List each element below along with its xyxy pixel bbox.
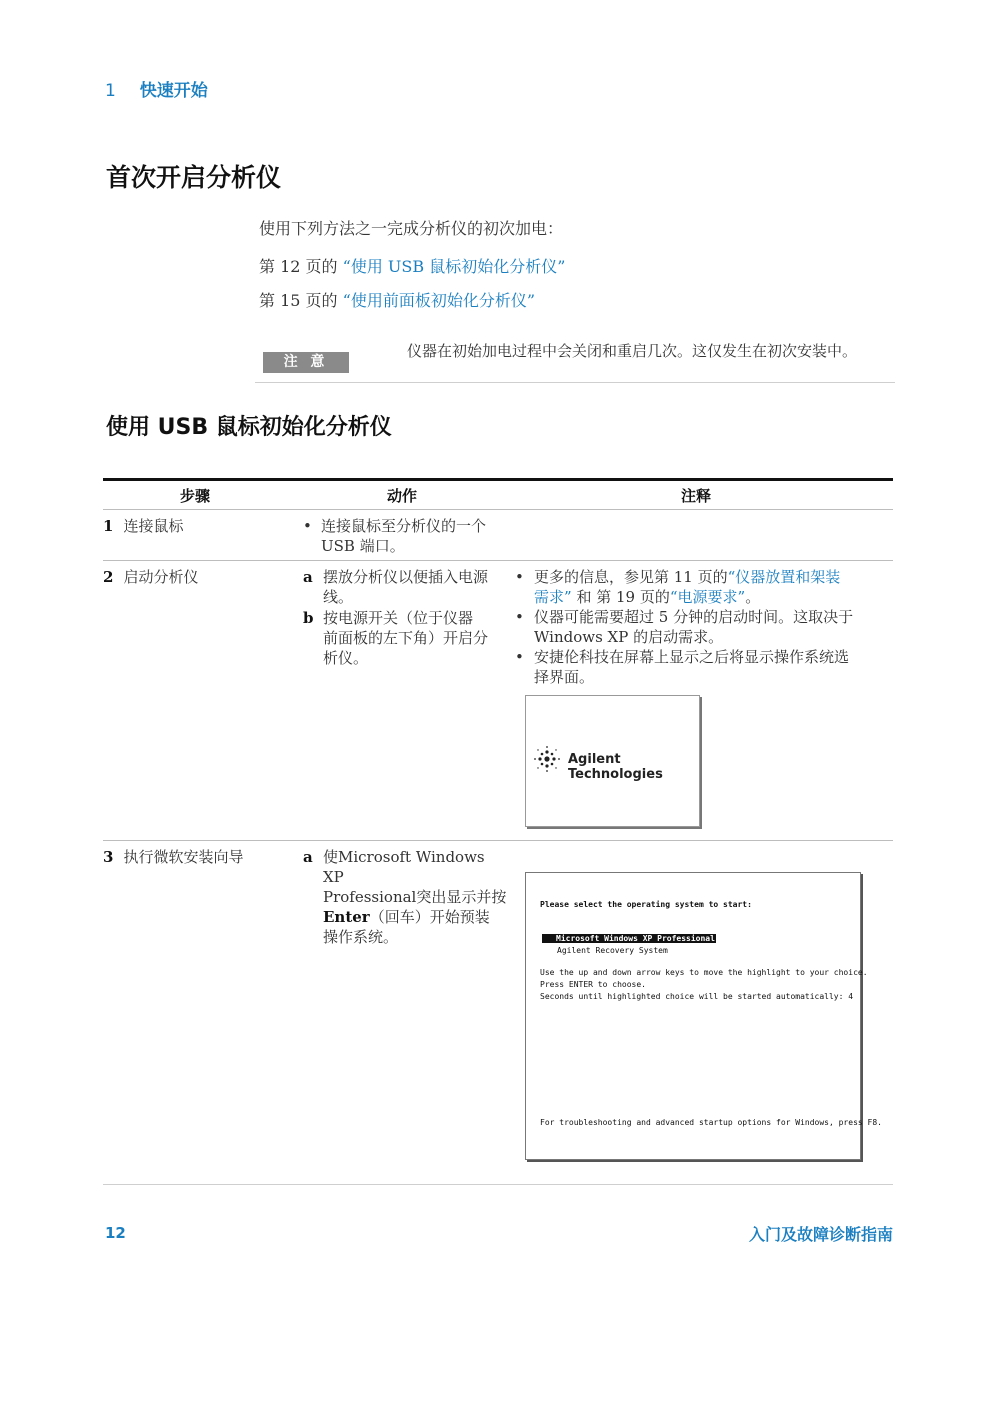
table-row-2-action-a: a 摆放分析仪以便插入电源 线。 — [303, 568, 489, 606]
link2-prefix: 第 15 页的 — [259, 291, 338, 310]
table-row-3-action-a: a 使Microsoft Windows XP Professional突出显示并按 Enter（回车）开始预装 操作系统。 — [303, 848, 507, 946]
boot-option-recovery[interactable]: Agilent Recovery System — [557, 946, 668, 955]
agilent-logo-text: Agilent Technologies — [568, 752, 663, 782]
agilent-splash-screenshot — [525, 695, 700, 827]
note-divider — [255, 382, 895, 383]
chapter-header — [105, 76, 208, 101]
boot-footer: For troubleshooting and advanced startup options for Windows, press F8. — [540, 1118, 882, 1127]
link-front-panel-init[interactable]: “使用前面板初始化分析仪” — [342, 291, 536, 310]
note-text: 仪器在初始加电过程中会关闭和重启几次。这仅发生在初次安装中。 — [407, 342, 858, 360]
table-top-rule — [103, 478, 893, 481]
table-row-2-action-b: b 按电源开关（位于仪器 前面板的左下角）开启分 析仪。 — [303, 609, 489, 667]
agilent-spark-icon — [532, 744, 562, 774]
note-label: 注 意 — [263, 352, 349, 373]
page-number: 12 — [105, 1224, 126, 1242]
link-instrument-placement[interactable]: “仪器放置和架装 — [727, 568, 841, 586]
footer-title: 入门及故障诊断指南 — [748, 1225, 893, 1244]
chapter-title: 快速开始 — [139, 81, 208, 101]
boot-help-3: Seconds until highlighted choice will be started automatically: 4 — [540, 992, 854, 1001]
table-header-rule — [103, 509, 893, 510]
boot-option-windows-xp[interactable]: Microsoft Windows XP Professional — [542, 934, 716, 943]
step-label: 连接鼠标 — [123, 517, 184, 535]
table-header-step: 步骤 — [180, 487, 211, 505]
table-header-notes: 注释 — [681, 487, 712, 505]
os-selection-screenshot — [525, 872, 882, 1160]
table-row-2-notes: • 更多的信息，参见第 11 页的“仪器放置和架装 需求” 和 第 19 页的“电源要求”。 • 仪器可能需要超过 5 分钟的启动时间。这取决于 Windows XP 的启动需求。 • 安捷伦科技在屏幕上显示之后将显示操作系统选 择界面。 — [515, 568, 854, 686]
intro-link-2-line — [259, 288, 535, 311]
table-row-divider — [103, 560, 893, 561]
boot-prompt: Please select the operating system to start: — [540, 900, 752, 909]
intro-text: 使用下列方法之一完成分析仪的初次加电： — [259, 219, 564, 238]
boot-help-2: Press ENTER to choose. — [540, 980, 646, 989]
link-usb-mouse-init[interactable]: “使用 USB 鼠标初始化分析仪” — [342, 257, 566, 276]
table-row-1-action: • 连接鼠标至分析仪的一个 USB 端口。 — [303, 517, 487, 555]
link1-prefix: 第 12 页的 — [259, 257, 338, 276]
table-row-3-step: 3 执行微软安装向导 — [103, 848, 244, 866]
table-row-2-step: 2 启动分析仪 — [103, 568, 199, 586]
step-number: 1 — [103, 517, 114, 535]
table-header-action: 动作 — [387, 487, 418, 505]
table-row-divider — [103, 840, 893, 841]
link-power-requirements[interactable]: “电源要求” — [669, 588, 746, 606]
section-title: 使用 USB 鼠标初始化分析仪 — [106, 415, 392, 440]
footer-divider — [103, 1184, 893, 1185]
intro-link-1-line — [259, 254, 565, 277]
chapter-number: 1 — [105, 81, 116, 101]
boot-help-1: Use the up and down arrow keys to move the highlight to your choice. — [540, 968, 868, 977]
page-title: 首次开启分析仪 — [106, 163, 282, 192]
table-row-1-step — [103, 516, 183, 536]
